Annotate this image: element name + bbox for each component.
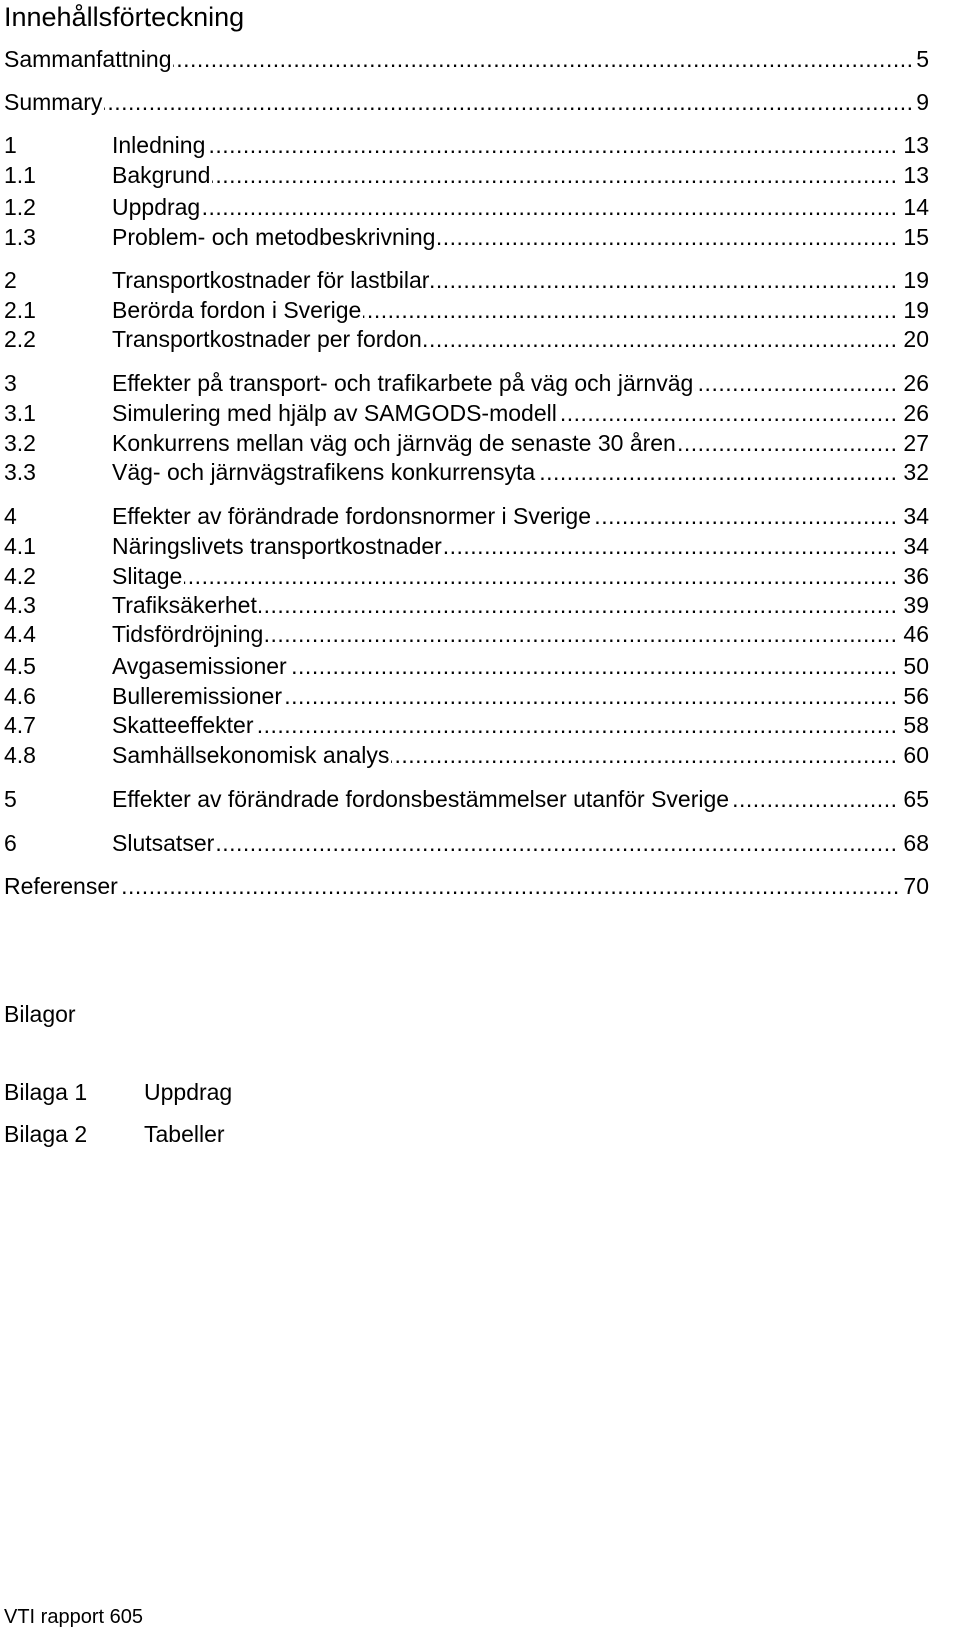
toc-page-number: 65	[899, 785, 929, 813]
toc-section-title: Näringslivets transportkostnader	[112, 533, 442, 559]
toc-entry[interactable]	[4, 532, 929, 560]
footer-report-id: VTI rapport 605	[4, 1606, 143, 1628]
toc-section-title: Skatteeffekter	[112, 712, 254, 738]
toc-entry[interactable]	[4, 682, 929, 710]
toc-page-number: 13	[899, 131, 929, 159]
toc-section-title: Referenser	[4, 873, 118, 899]
toc-leader	[112, 711, 899, 739]
toc-section-title: Slutsatser	[112, 830, 215, 856]
toc-page-number: 5	[912, 45, 929, 73]
toc-page-number: 58	[899, 711, 929, 739]
toc-section-title: Simulering med hjälp av SAMGODS-modell	[112, 400, 557, 426]
toc-section-number: 4.1	[4, 533, 36, 559]
toc-leader	[112, 562, 899, 590]
toc-section-number: 1	[4, 132, 17, 158]
toc-entry[interactable]	[4, 741, 929, 769]
toc-leader	[112, 620, 899, 648]
toc-leader	[112, 131, 899, 159]
toc-section-number: 4.5	[4, 653, 36, 679]
toc-page-number: 9	[912, 88, 929, 116]
toc-section-number: 4.4	[4, 621, 36, 647]
toc-page-number: 50	[899, 652, 929, 680]
toc-section-title: Problem- och metodbeskrivning	[112, 224, 436, 250]
toc-page-number: 19	[899, 266, 929, 294]
toc-page-number: 26	[899, 369, 929, 397]
appendix-title: Uppdrag	[144, 1079, 233, 1105]
toc-entry[interactable]	[4, 193, 929, 221]
toc-leader	[112, 741, 899, 769]
toc-leader	[112, 458, 899, 486]
toc-leader	[4, 45, 912, 73]
toc-page-number: 70	[899, 872, 929, 900]
toc-section-title: Transportkostnader per fordon	[112, 326, 422, 352]
toc-section-number: 2.1	[4, 297, 36, 323]
toc-entry[interactable]	[4, 369, 929, 397]
toc-section-number: 4.3	[4, 592, 36, 618]
toc-section-title: Trafiksäkerhet	[112, 592, 257, 618]
toc-entry[interactable]	[4, 266, 929, 294]
toc-leader	[112, 429, 899, 457]
toc-page-number: 32	[899, 458, 929, 486]
toc-leader	[112, 369, 899, 397]
toc-leader	[112, 502, 899, 530]
toc-entry[interactable]	[4, 223, 929, 251]
toc-entry[interactable]	[4, 429, 929, 457]
toc-section-title: Effekter av förändrade fordonsnormer i Sverige	[112, 503, 591, 529]
toc-section-number: 1.2	[4, 194, 36, 220]
toc-section-number: 2	[4, 267, 17, 293]
appendix-item	[4, 1078, 232, 1106]
toc-section-number: 3.1	[4, 400, 36, 426]
toc-entry[interactable]	[4, 829, 929, 857]
toc-leader	[4, 88, 912, 116]
toc-leader	[112, 682, 899, 710]
toc-section-number: 3	[4, 370, 17, 396]
toc-leader	[112, 399, 899, 427]
toc-page-number: 34	[899, 502, 929, 530]
toc-section-title: Konkurrens mellan väg och järnväg de senaste 30 åren	[112, 430, 676, 456]
toc-entry[interactable]	[4, 711, 929, 739]
toc-section-title: Transportkostnader för lastbilar	[112, 267, 430, 293]
toc-entry[interactable]	[4, 296, 929, 324]
toc-leader	[112, 532, 899, 560]
toc-leader	[112, 296, 899, 324]
toc-leader	[112, 266, 899, 294]
appendix-heading: Bilagor	[4, 1001, 76, 1027]
toc-page-number: 36	[899, 562, 929, 590]
toc-page-number: 15	[899, 223, 929, 251]
toc-entry[interactable]	[4, 45, 929, 73]
toc-section-title: Avgasemissioner	[112, 653, 287, 679]
toc-page-number: 26	[899, 399, 929, 427]
toc-leader	[112, 161, 899, 189]
toc-section-title: Inledning	[112, 132, 206, 158]
toc-entry[interactable]	[4, 325, 929, 353]
toc-section-title: Sammanfattning	[4, 46, 172, 72]
appendix-label: Bilaga 1	[4, 1079, 88, 1105]
toc-entry[interactable]	[4, 652, 929, 680]
toc-leader	[112, 591, 899, 619]
toc-section-title: Uppdrag	[112, 194, 201, 220]
toc-entry[interactable]	[4, 131, 929, 159]
toc-page-number: 60	[899, 741, 929, 769]
toc-section-number: 1.1	[4, 162, 36, 188]
appendix-title: Tabeller	[144, 1121, 225, 1147]
toc-section-number: 4.2	[4, 563, 36, 589]
toc-section-number: 4	[4, 503, 17, 529]
appendix-item	[4, 1120, 225, 1148]
toc-leader	[112, 193, 899, 221]
toc-leader	[112, 785, 899, 813]
toc-section-number: 2.2	[4, 326, 36, 352]
toc-entry[interactable]	[4, 591, 929, 619]
toc-section-title: Effekter på transport- och trafikarbete på väg och järnväg	[112, 370, 694, 396]
toc-leader	[112, 325, 899, 353]
toc-section-title: Effekter av förändrade fordonsbestämmelser utanför Sverige	[112, 786, 730, 812]
toc-section-number: 4.6	[4, 683, 36, 709]
toc-section-number: 4.8	[4, 742, 36, 768]
toc-section-number: 5	[4, 786, 17, 812]
toc-section-title: Samhällsekonomisk analys	[112, 742, 390, 768]
toc-section-title: Väg- och järnvägstrafikens konkurrensyta	[112, 459, 536, 485]
toc-page-number: 27	[899, 429, 929, 457]
toc-leader	[4, 872, 899, 900]
toc-section-title: Summary	[4, 89, 103, 115]
toc-entry[interactable]	[4, 785, 929, 813]
toc-entry[interactable]	[4, 88, 929, 116]
toc-entry[interactable]	[4, 458, 929, 486]
toc-page-number: 56	[899, 682, 929, 710]
page-title: Innehållsförteckning	[4, 2, 245, 32]
toc-section-title: Slitage	[112, 563, 183, 589]
toc-page-number: 68	[899, 829, 929, 857]
toc-page-number: 14	[899, 193, 929, 221]
toc-page-number: 46	[899, 620, 929, 648]
toc-entry[interactable]	[4, 502, 929, 530]
toc-section-title: Bulleremissioner	[112, 683, 283, 709]
toc-section-number: 6	[4, 830, 17, 856]
toc-leader	[112, 223, 899, 251]
toc-leader	[112, 829, 899, 857]
toc-entry[interactable]	[4, 562, 929, 590]
toc-section-number: 3.3	[4, 459, 36, 485]
toc-leader	[112, 652, 899, 680]
toc-page-number: 39	[899, 591, 929, 619]
toc-section-title: Tidsfördröjning	[112, 621, 264, 647]
toc-section-number: 1.3	[4, 224, 36, 250]
toc-entry[interactable]	[4, 620, 929, 648]
toc-section-number: 4.7	[4, 712, 36, 738]
toc-entry[interactable]	[4, 399, 929, 427]
toc-entry[interactable]	[4, 872, 929, 900]
toc-page-number: 20	[899, 325, 929, 353]
toc-page-number: 34	[899, 532, 929, 560]
toc-page-number: 13	[899, 161, 929, 189]
toc-entry[interactable]	[4, 161, 929, 189]
toc-section-title: Berörda fordon i Sverige	[112, 297, 362, 323]
toc-section-number: 3.2	[4, 430, 36, 456]
toc-page-number: 19	[899, 296, 929, 324]
appendix-label: Bilaga 2	[4, 1121, 88, 1147]
toc-section-title: Bakgrund	[112, 162, 211, 188]
